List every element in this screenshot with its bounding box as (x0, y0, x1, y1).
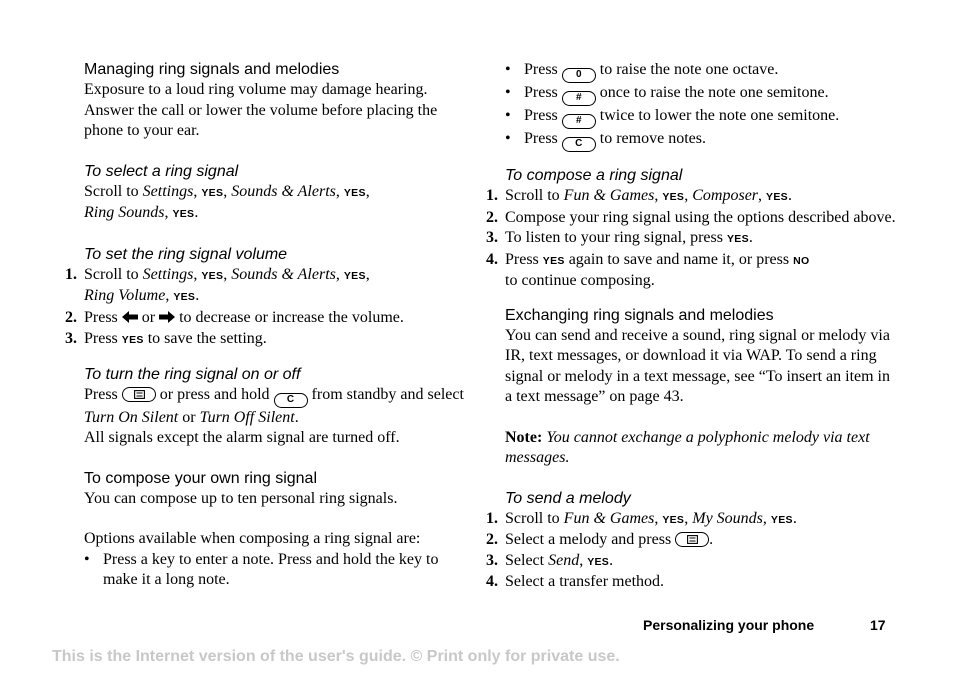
step-list (65, 265, 474, 351)
bullet-list (84, 550, 474, 591)
arrow-left-icon (122, 309, 138, 330)
list-item: • Press 0 to raise the note one octave. (505, 60, 900, 83)
bullet-list (505, 60, 900, 152)
section-heading: Managing ring signals and melodies (84, 61, 340, 78)
arrow-right-icon (159, 309, 175, 330)
section-heading: To send a melody (505, 489, 631, 507)
instruction-paragraph: Press or press and hold C from standby and select Turn On Silent or Turn Off Silent. All signals except the alarm signal are turned off. (84, 385, 464, 446)
section-heading: Exchanging ring signals and melodies (505, 306, 774, 324)
hash-key-icon: # (562, 114, 596, 129)
zero-key-icon: 0 (562, 68, 596, 83)
internet-version-notice: This is the Internet version of the user's guide. © Print only for private use. (52, 648, 620, 665)
step-item: 1. Scroll to Settings, YES, Sounds & Alerts, YES, Ring Volume, YES. (65, 265, 370, 304)
body-paragraph: Options available when composing a ring signal are: (84, 530, 421, 547)
step-item: 3. Select Send, YES. (486, 551, 614, 569)
step-list (486, 509, 900, 593)
hash-key-icon: # (562, 91, 596, 106)
right-column (486, 60, 900, 593)
note-paragraph: Note: You cannot exchange a polyphonic melody via text messages. (505, 428, 870, 466)
step-item: 2. Select a melody and press . (486, 531, 714, 548)
section-heading: To compose your own ring signal (84, 469, 318, 487)
c-key-icon: C (562, 137, 596, 152)
list-item: • Press C to remove notes. (505, 129, 900, 152)
step-item: 4. Press YES again to save and name it, or press NO to continue composing. (486, 250, 810, 289)
step-item: 2. Compose your ring signal using the options described above. (486, 208, 896, 226)
left-column (65, 60, 474, 591)
warning-paragraph: Exposure to a loud ring volume may damage hearing. Answer the call or lower the volume before placing the phone to your ear. (84, 81, 438, 139)
menu-key-icon (675, 532, 709, 547)
list-item: • Press # twice to lower the note one semitone. (505, 106, 900, 129)
step-item: 1. Scroll to Fun & Games, YES, My Sounds, YES. (486, 509, 797, 527)
page-number: 17 (870, 617, 886, 633)
instruction-paragraph: Scroll to Settings, YES, Sounds & Alerts, YES, Ring Sounds, YES. (84, 182, 370, 221)
step-list (486, 186, 900, 292)
list-item: • Press a key to enter a note. Press and hold the key to make it a long note. (84, 550, 439, 588)
list-item: • Press # once to raise the note one semitone. (505, 83, 900, 106)
step-item: 3. To listen to your ring signal, press YES. (486, 229, 753, 246)
footer-section-title: Personalizing your phone (643, 617, 815, 633)
section-heading: To select a ring signal (84, 162, 239, 180)
menu-key-icon (122, 387, 156, 402)
step-item: 4. Select a transfer method. (486, 573, 665, 590)
step-item: 3. Press YES to save the setting. (65, 330, 267, 347)
section-heading: To turn the ring signal on or off (84, 365, 301, 383)
c-key-icon: C (274, 393, 308, 408)
section-heading: To set the ring signal volume (84, 245, 288, 263)
section-heading: To compose a ring signal (505, 167, 683, 184)
body-paragraph: You can compose up to ten personal ring signals. (84, 489, 398, 507)
step-item: 2. Press or to decrease or increase the volume. (84, 308, 474, 330)
body-paragraph: You can send and receive a sound, ring signal or melody via IR, text messages, or download it via WAP. To send a ring signal or melody in a text message, see “To insert an item in a text message” on page 43. (505, 326, 890, 405)
step-item: 1. Scroll to Fun & Games, YES, Composer, YES. (486, 187, 792, 204)
